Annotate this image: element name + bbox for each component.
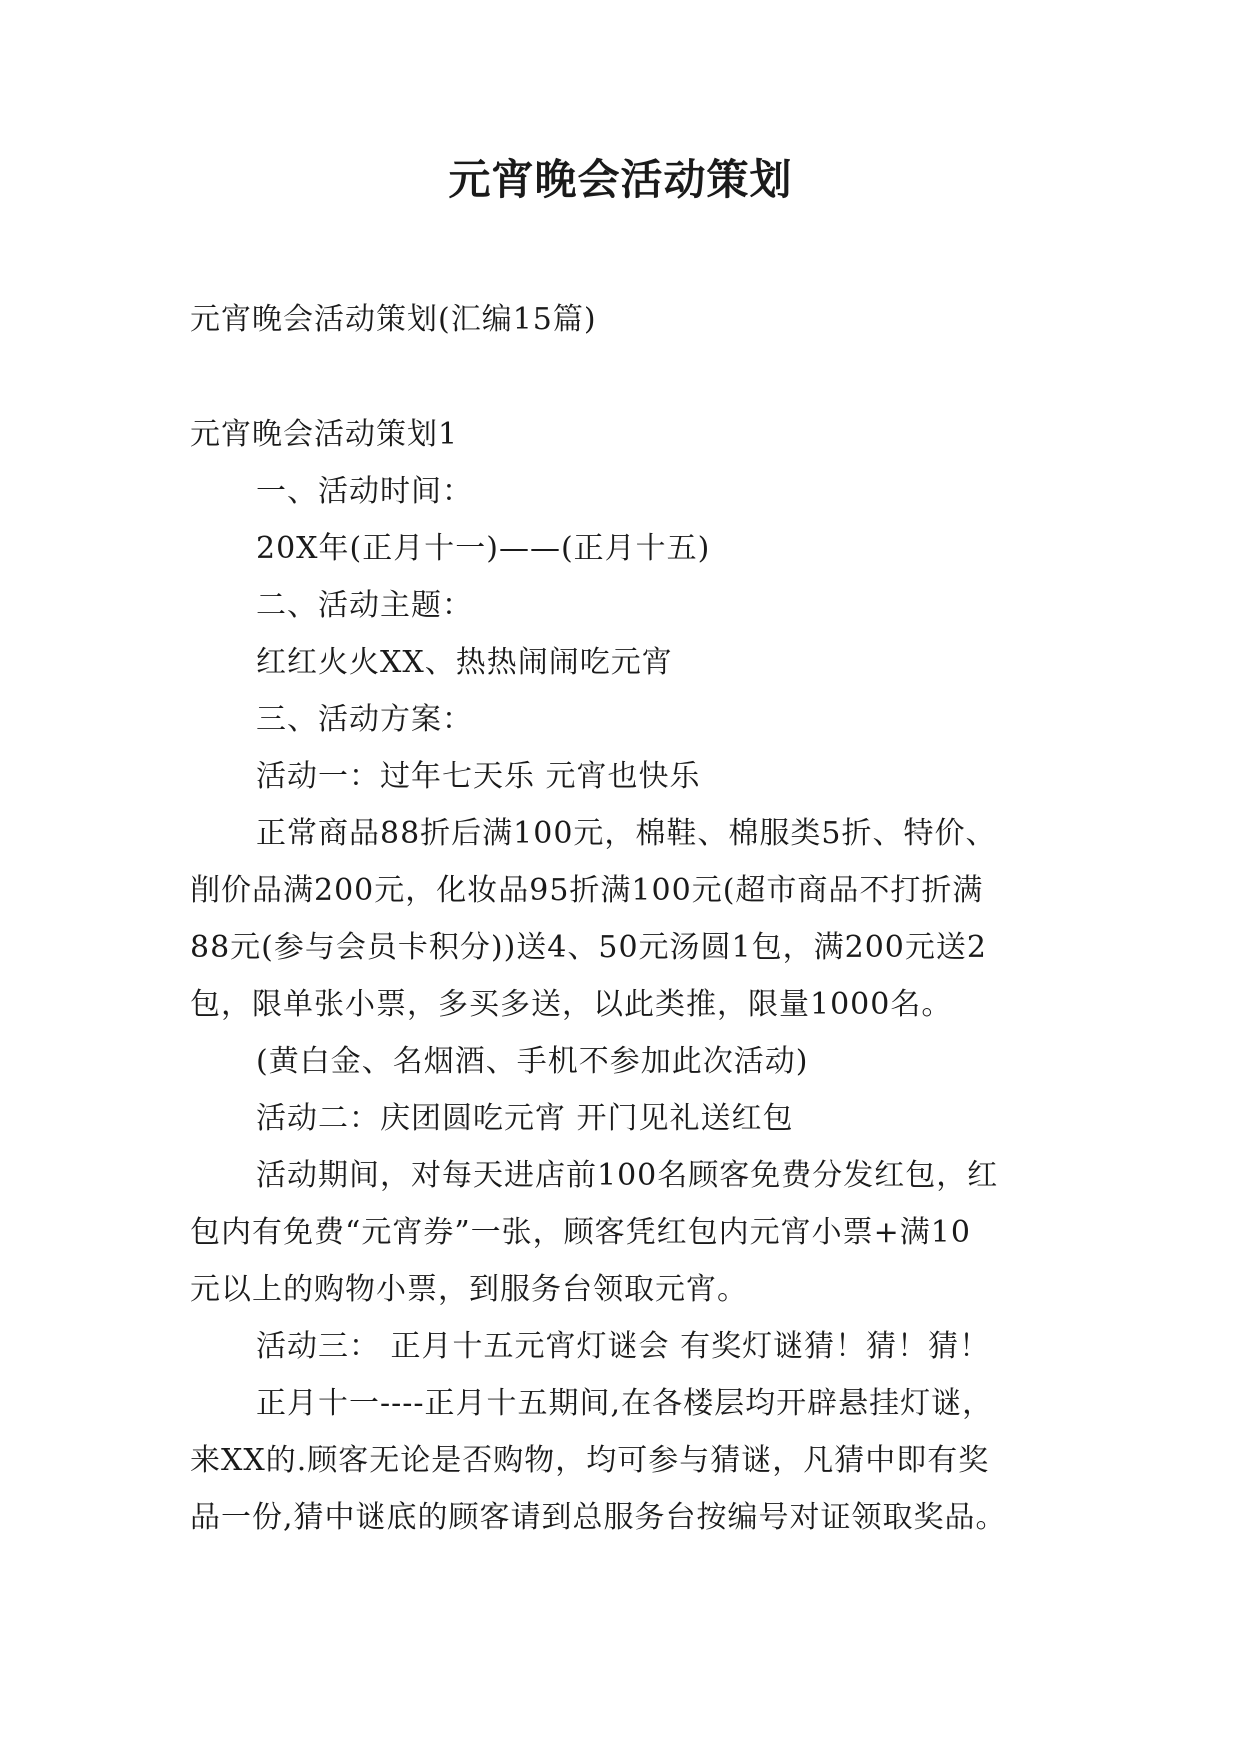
heading-activity-plan: 三、活动方案： <box>256 702 473 737</box>
paragraph-line: 20X年(正月十一)——(正月十五) <box>256 531 711 566</box>
document-title: 元宵晚会活动策划 <box>448 155 793 204</box>
paragraph-line: 削价品满200元，化妆品95折满100元(超市商品不打折满 <box>190 873 984 908</box>
paragraph-line: (黄白金、名烟酒、手机不参加此次活动) <box>256 1044 809 1079</box>
paragraph-line: 包内有免费“元宵券”一张，顾客凭红包内元宵小票+满10 <box>190 1215 971 1250</box>
paragraph-line: 88元(参与会员卡积分))送4、50元汤圆1包，满200元送2 <box>190 930 987 965</box>
document-subtitle: 元宵晚会活动策划(汇编15篇) <box>190 302 597 337</box>
paragraph-line: 来XX的.顾客无论是否购物，均可参与猜谜，凡猜中即有奖 <box>190 1443 990 1478</box>
paragraph-line: 正月十一----正月十五期间,在各楼层均开辟悬挂灯谜， <box>256 1386 994 1421</box>
paragraph-line: 正常商品88折后满100元，棉鞋、棉服类5折、特价、 <box>256 816 997 851</box>
paragraph-line: 红红火火XX、热热闹闹吃元宵 <box>256 645 673 680</box>
paragraph-line: 品一份,猜中谜底的顾客请到总服务台按编号对证领取奖品。 <box>190 1500 1007 1535</box>
heading-activity-time: 一、活动时间： <box>256 474 473 509</box>
paragraph-line: 活动期间，对每天进店前100名顾客免费分发红包，红 <box>256 1158 999 1193</box>
paragraph-line: 元以上的购物小票，到服务台领取元宵。 <box>190 1272 748 1307</box>
section-heading: 元宵晚会活动策划1 <box>190 417 459 452</box>
activity-two-heading: 活动二：庆团圆吃元宵 开门见礼送红包 <box>256 1101 794 1136</box>
activity-one-heading: 活动一：过年七天乐 元宵也快乐 <box>256 759 701 794</box>
paragraph-line: 包，限单张小票，多买多送，以此类推，限量1000名。 <box>190 987 953 1022</box>
activity-three-heading: 活动三： 正月十五元宵灯谜会 有奖灯谜猜！猜！猜！ <box>256 1329 991 1364</box>
heading-activity-theme: 二、活动主题： <box>256 588 473 623</box>
